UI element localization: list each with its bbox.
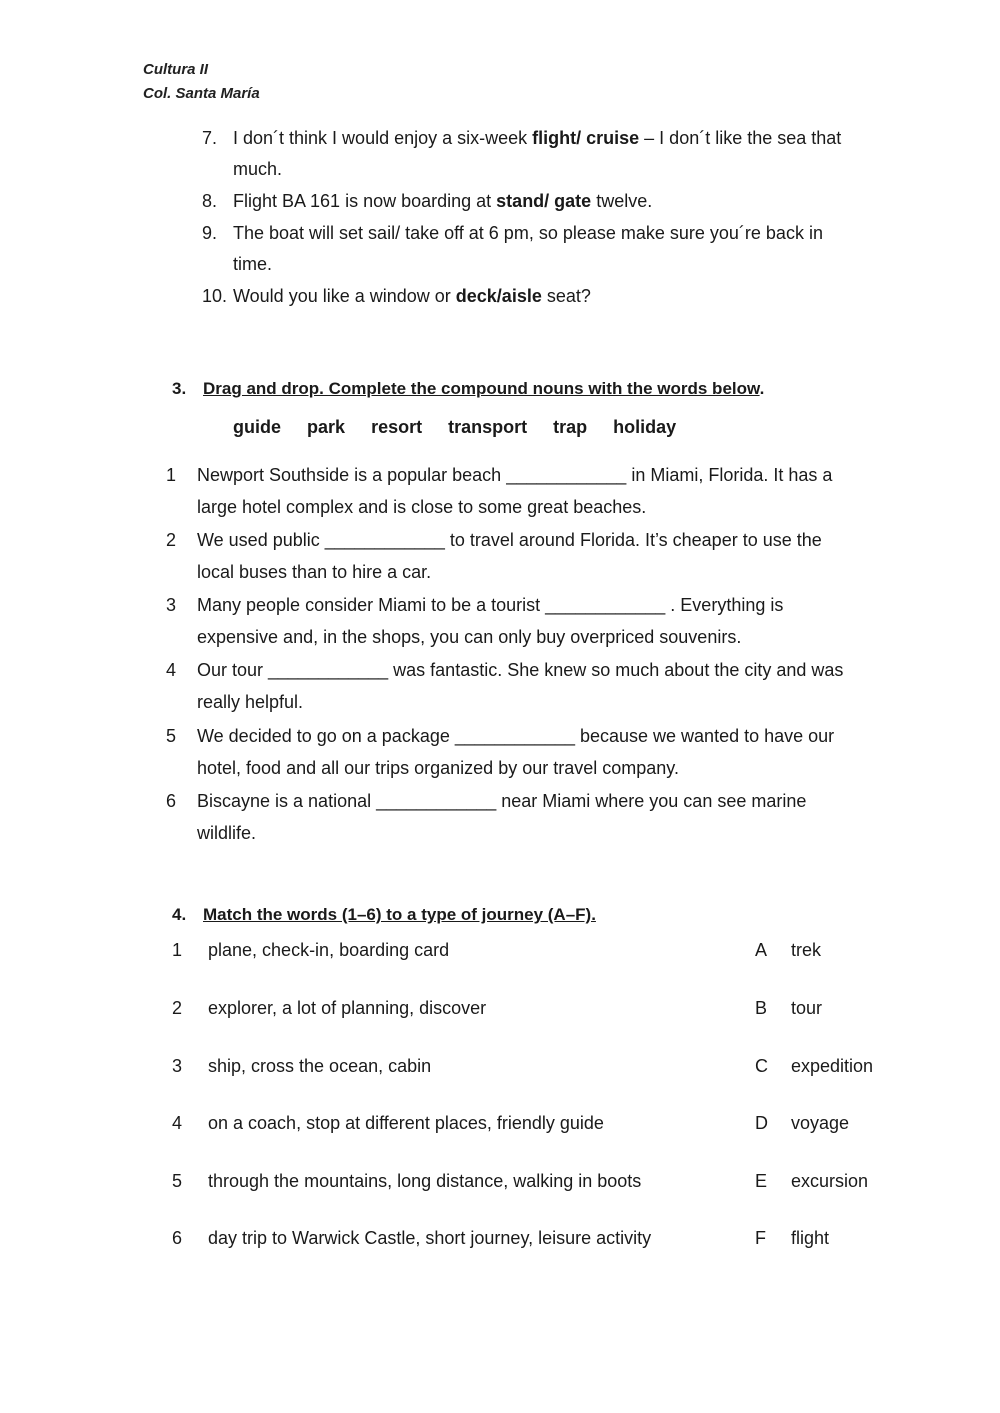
q4-row-3 — [172, 1056, 892, 1082]
option-letter: C — [755, 1056, 768, 1076]
item-number: 8. — [202, 191, 218, 211]
q2-item-10 — [202, 281, 862, 312]
q4-row-6 — [172, 1228, 892, 1254]
item-text: Our tour ____________ was fantastic. She knew so much about the city and was really helpful. — [197, 660, 844, 712]
word-bank — [233, 417, 697, 438]
option-letter: B — [755, 998, 768, 1018]
section-instruction: Match the words (1–6) to a type of journey (A–F). — [203, 905, 596, 924]
section-number: 4. — [172, 905, 187, 924]
option-word[interactable]: trek — [791, 940, 822, 960]
q2-item-7 — [202, 123, 862, 179]
item-number: 1 — [166, 465, 177, 485]
word-chip[interactable]: resort — [371, 417, 423, 437]
item-text: Newport Southside is a popular beach ____________ in Miami, Florida. It has a large hotel complex and is close to some great beaches. — [197, 465, 833, 517]
item-text: Many people consider Miami to be a tourist ____________ . Everything is expensive and, in the shops, you can only buy overpriced souvenirs. — [197, 595, 784, 647]
item-text: I don´t think I would enjoy a six-week — [233, 128, 533, 148]
item-text: seat? — [541, 286, 591, 306]
word-chip[interactable]: guide — [233, 417, 281, 437]
option-letter: D — [755, 1113, 768, 1133]
item-text: We decided to go on a package ____________ because we wanted to have our hotel, food and all our trips organized by our travel company. — [197, 726, 835, 778]
word-chip[interactable]: transport — [448, 417, 528, 437]
item-text[interactable]: ship, cross the ocean, cabin — [208, 1056, 432, 1076]
option-word[interactable]: excursion — [791, 1171, 869, 1191]
item-text[interactable]: on a coach, stop at different places, friendly guide — [208, 1113, 604, 1133]
item-number: 3 — [172, 1056, 183, 1076]
q4-row-4 — [172, 1113, 892, 1139]
item-text: – I don´t like the sea that much. — [233, 128, 842, 179]
header-school: Col. Santa María — [143, 85, 260, 102]
item-text: We used public ____________ to travel around Florida. It’s cheaper to use the local buses than to hire a car. — [197, 530, 822, 582]
item-text: Flight BA 161 is now boarding at — [233, 191, 497, 211]
item-number: 4 — [172, 1113, 183, 1133]
word-chip[interactable]: park — [307, 417, 346, 437]
section-4-title — [172, 905, 596, 925]
option-word[interactable]: expedition — [791, 1056, 874, 1076]
section-3-title — [172, 379, 764, 399]
option-letter: A — [755, 940, 768, 960]
word-chip[interactable]: holiday — [613, 417, 677, 437]
item-text[interactable]: through the mountains, long distance, walking in boots — [208, 1171, 642, 1191]
choice-words[interactable]: deck/aisle — [455, 286, 542, 306]
item-number: 4 — [166, 660, 177, 680]
section-number: 3. — [172, 379, 187, 398]
item-number: 6 — [172, 1228, 183, 1248]
item-text: twelve. — [591, 191, 653, 211]
item-number: 2 — [172, 998, 183, 1018]
section-instruction: Drag and drop. Complete the compound nouns with the words below — [203, 379, 760, 398]
word-chip[interactable]: trap — [553, 417, 588, 437]
item-number: 5 — [166, 726, 177, 746]
option-word[interactable]: voyage — [791, 1113, 850, 1133]
option-word[interactable]: tour — [791, 998, 823, 1018]
header-course: Cultura II — [143, 61, 209, 78]
option-word[interactable]: flight — [791, 1228, 830, 1248]
q4-row-2 — [172, 998, 892, 1024]
item-text: Would you like a window or — [233, 286, 456, 306]
item-number: 7. — [202, 128, 218, 148]
item-number: 3 — [166, 595, 177, 615]
item-number: 6 — [166, 791, 177, 811]
q2-item-9 — [202, 218, 862, 274]
item-number: 2 — [166, 530, 177, 550]
q4-row-5 — [172, 1171, 892, 1197]
item-number: 1 — [172, 940, 183, 960]
choice-words[interactable]: stand/ gate — [496, 191, 592, 211]
option-letter: F — [755, 1228, 766, 1248]
item-text[interactable]: plane, check-in, boarding card — [208, 940, 450, 960]
item-number: 10. — [202, 286, 228, 306]
q2-item-8 — [202, 186, 862, 217]
option-letter: E — [755, 1171, 768, 1191]
item-text: Biscayne is a national ____________ near Miami where you can see marine wildlife. — [197, 791, 807, 843]
item-text: The boat will set sail/ take off at 6 pm, so please make sure you´re back in time. — [233, 223, 823, 274]
choice-words[interactable]: flight/ cruise — [532, 128, 640, 148]
item-text[interactable]: explorer, a lot of planning, discover — [208, 998, 487, 1018]
item-text[interactable]: day trip to Warwick Castle, short journey, leisure activity — [208, 1228, 652, 1248]
q4-row-1 — [172, 940, 892, 966]
section-instruction-end: . — [759, 379, 765, 398]
item-number: 5 — [172, 1171, 183, 1191]
item-number: 9. — [202, 223, 218, 243]
